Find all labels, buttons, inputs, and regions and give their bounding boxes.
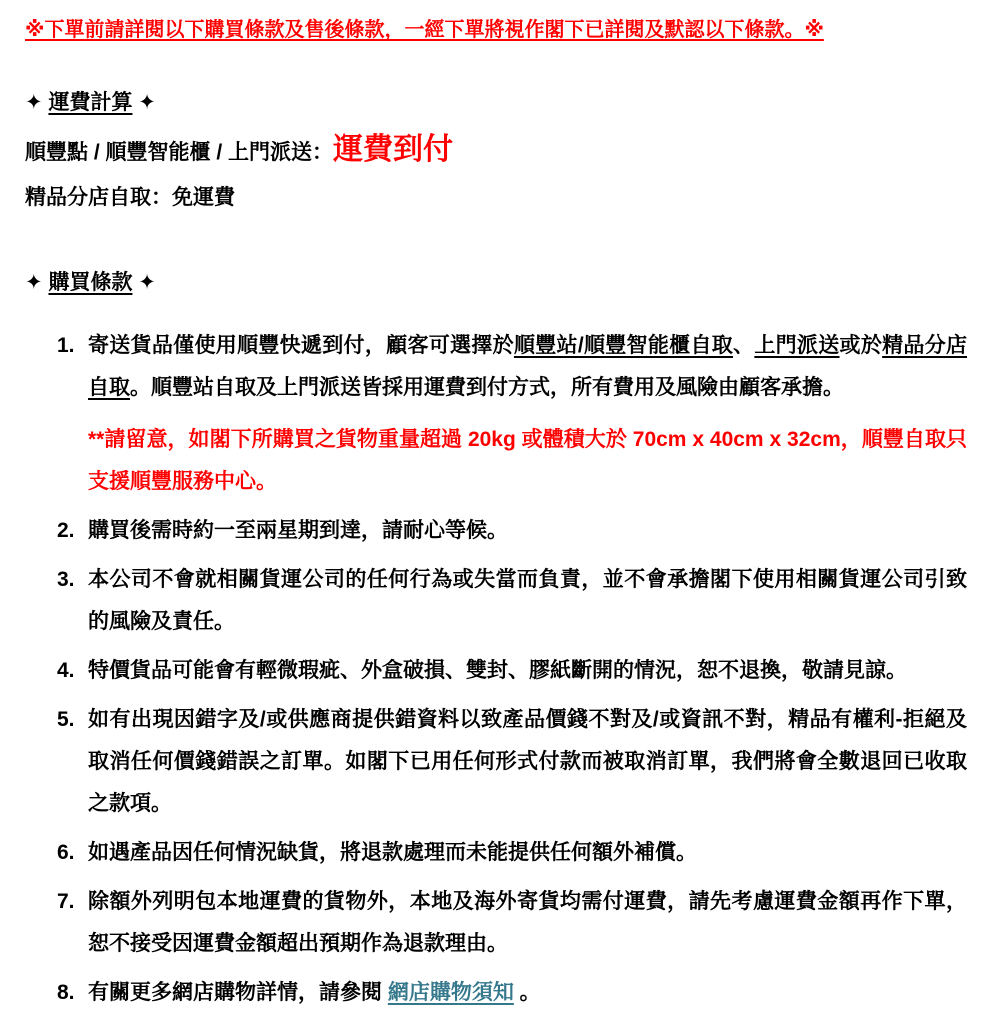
term-number: 8.: [57, 980, 75, 1004]
term-number: 6.: [57, 840, 75, 864]
term-number: 3.: [57, 567, 75, 591]
star-icon: ✦: [25, 270, 43, 294]
shipping-section-header: [25, 90, 967, 115]
term-item-1: [57, 325, 967, 503]
term-number: 4.: [57, 658, 75, 682]
shipping-section-title: 運費計算: [48, 91, 133, 114]
term-item-2: [57, 510, 967, 552]
term-number: 5.: [57, 707, 75, 731]
term-segment: 、: [733, 333, 755, 357]
star-icon: ✦: [25, 91, 43, 114]
star-icon: ✦: [138, 270, 156, 294]
term-number: 2.: [57, 518, 75, 542]
shop-guide-link[interactable]: 網店購物須知: [387, 980, 514, 1004]
top-warning: [25, 16, 967, 44]
term-segment-underlined: 順豐站/順豐智能櫃自取: [513, 333, 734, 357]
term-text: 除額外列明包本地運費的貨物外，本地及海外寄貨均需付運費，請先考慮運費金額再作下單，恕不接受因運費金額超出預期作為退款理由。: [88, 889, 967, 955]
terms-section-header: [25, 270, 967, 295]
delivery-fee-value: 運費到付: [333, 133, 454, 167]
term-item-3: [57, 559, 967, 643]
term-segment-underlined: 上門派送: [754, 333, 840, 357]
term-segment-underlined: 精品分店自取: [88, 333, 968, 399]
term-segment: 。順豐站自取及上門派送皆採用運費到付方式，所有費用及風險由顧客承擔。: [130, 375, 844, 399]
term-number: 7.: [57, 889, 75, 913]
term-number: 1.: [57, 333, 75, 357]
top-warning-text: ※下單前請詳閱以下購買條款及售後條款，一經下單將視作閣下已詳閱及默認以下條款。※: [25, 19, 824, 41]
term-text: 特價貨品可能會有輕微瑕疵、外盒破損、雙封、膠紙斷開的情況，恕不退換，敬請見諒。: [88, 658, 907, 682]
delivery-methods-line: [25, 133, 967, 166]
star-icon: ✦: [138, 91, 156, 114]
term-item-6: [57, 832, 967, 874]
term-segment: 有關更多網店購物詳情，請參閱: [88, 980, 388, 1004]
term-item-8: [57, 972, 967, 1014]
term-segment: 。: [513, 980, 541, 1004]
terms-section-title: 購買條款: [48, 270, 133, 294]
term-item-4: [57, 650, 967, 692]
delivery-methods-label: 順豐點 / 順豐智能櫃 / 上門派送：: [25, 141, 334, 165]
term-text: [88, 325, 967, 409]
terms-list: [57, 325, 967, 1014]
term-note-red: **請留意，如閣下所購買之貨物重量超過 20kg 或體積大於 70cm x 40cm x 32cm，順豐自取只支援順豐服務中心。: [88, 427, 967, 493]
term-item-5: [57, 699, 967, 825]
term-text: [88, 972, 967, 1014]
term-segment: 或於: [839, 333, 883, 357]
term-text: 如遇產品因任何情況缺貨，將退款處理而未能提供任何額外補償。: [88, 840, 697, 864]
term-text: 本公司不會就相關貨運公司的任何行為或失當而負責，並不會承擔閣下使用相關貨運公司引致的風險及責任。: [88, 567, 967, 633]
self-pickup-line: 精品分店自取：免運費: [25, 186, 235, 210]
term-item-7: [57, 881, 967, 965]
term-content: [88, 325, 967, 503]
term-segment: 寄送貨品僅使用順豐快遞到付，顧客可選擇於: [88, 333, 514, 357]
term-text: 購買後需時約一至兩星期到達，請耐心等候。: [88, 518, 508, 542]
term-text: 如有出現因錯字及/或供應商提供錯資料以致產品價錢不對及/或資訊不對，精品有權利-拒絕及取消任何價錢錯誤之訂單。如閣下已用任何形式付款而被取消訂單，我們將會全數退回已收取之款項。: [88, 707, 967, 815]
